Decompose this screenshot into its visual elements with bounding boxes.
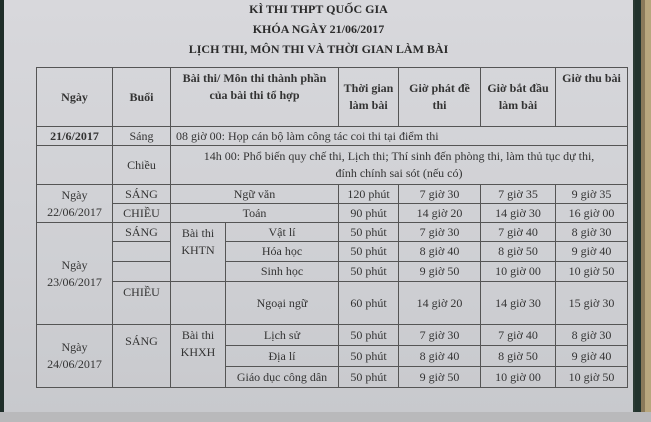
- group-cell-empty: [171, 282, 226, 325]
- session-cell: CHIỀU: [113, 204, 171, 223]
- date-value: 23/06/2017: [47, 274, 102, 289]
- subject-cell: Lịch sử: [226, 325, 339, 346]
- subject-cell: Giáo dục công dân: [226, 367, 339, 388]
- col-header-buoi: Buổi: [113, 68, 171, 127]
- collect-cell: 10 giờ 50: [556, 367, 628, 388]
- group-cell-khxh: Bài thi KHXH: [171, 325, 226, 388]
- duration-cell: 60 phút: [339, 282, 399, 325]
- start-cell: 7 giờ 40: [481, 325, 556, 346]
- table-row: [37, 262, 628, 282]
- distribute-cell: 7 giờ 30: [399, 185, 481, 204]
- document-title: KÌ THI THPT QUỐC GIA: [249, 2, 388, 16]
- duration-cell: 50 phút: [339, 262, 399, 282]
- duration-cell: 50 phút: [339, 223, 399, 242]
- col-header-ngay: Ngày: [37, 68, 113, 127]
- table-row: [37, 282, 628, 325]
- start-cell: 8 giờ 50: [481, 242, 556, 262]
- distribute-cell: 14 giờ 20: [399, 282, 481, 325]
- collect-cell: 9 giờ 35: [556, 185, 628, 204]
- session-cell-empty: [113, 242, 171, 262]
- start-cell: 10 giờ 00: [481, 262, 556, 282]
- start-cell: 7 giờ 40: [481, 223, 556, 242]
- start-cell: 7 giờ 35: [481, 185, 556, 204]
- subject-cell: Hóa học: [226, 242, 339, 262]
- start-cell: 14 giờ 30: [481, 204, 556, 223]
- duration-cell: 120 phút: [339, 185, 399, 204]
- distribute-cell: 7 giờ 30: [399, 325, 481, 346]
- date-label: Ngày: [61, 340, 88, 354]
- session-cell: Sáng: [113, 127, 171, 146]
- col-header-thoi-gian: Thời gian làm bài: [339, 68, 399, 127]
- session-cell: Chiều: [113, 146, 171, 185]
- note-cell: 08 giờ 00: Họp cán bộ làm công tác coi thi tại điểm thi: [171, 127, 628, 146]
- duration-cell: 50 phút: [339, 325, 399, 346]
- duration-cell: 90 phút: [339, 204, 399, 223]
- exam-schedule-table: [36, 67, 628, 388]
- session-cell: SÁNG: [113, 223, 171, 242]
- date-cell-empty: [37, 146, 113, 185]
- collect-cell: 10 giờ 50: [556, 262, 628, 282]
- date-cell: 21/6/2017: [37, 127, 113, 146]
- subject-cell: Sinh học: [226, 262, 339, 282]
- start-cell: 8 giờ 50: [481, 346, 556, 367]
- table-row: [37, 185, 628, 204]
- collect-cell: 16 giờ 00: [556, 204, 628, 223]
- document-heading: LỊCH THI, MÔN THI VÀ THỜI GIAN LÀM BÀI: [188, 42, 449, 56]
- distribute-cell: 8 giờ 40: [399, 242, 481, 262]
- collect-cell: 8 giờ 30: [556, 325, 628, 346]
- table-row: [37, 242, 628, 262]
- exam-schedule-paper: [4, 0, 633, 412]
- document-subtitle: KHÓA NGÀY 21/06/2017: [252, 22, 385, 36]
- distribute-cell: 9 giờ 50: [399, 367, 481, 388]
- table-row: [37, 146, 628, 185]
- duration-cell: 50 phút: [339, 346, 399, 367]
- session-cell: CHIỀU: [113, 282, 171, 325]
- col-header-gio-phat-de: Giờ phát đề thi: [399, 68, 481, 127]
- subject-cell: Toán: [171, 204, 339, 223]
- note-cell: 14h 00: Phổ biến quy chế thi, Lịch thi; Thí sinh đến phòng thi, làm thủ tục dự thi, đính chính sai sót (nếu có): [171, 146, 628, 185]
- paper-bottom-edge: [0, 412, 651, 422]
- date-label: Ngày: [61, 187, 88, 202]
- table-row: [37, 223, 628, 242]
- date-cell: [37, 325, 113, 388]
- table-row: [37, 204, 628, 223]
- start-cell: 14 giờ 30: [481, 282, 556, 325]
- distribute-cell: 14 giờ 20: [399, 204, 481, 223]
- date-cell: [37, 223, 113, 325]
- duration-cell: 50 phút: [339, 242, 399, 262]
- table-row: [37, 325, 628, 346]
- group-cell-khtn: Bài thi KHTN: [171, 223, 226, 282]
- collect-cell: 8 giờ 30: [556, 223, 628, 242]
- date-value: 22/06/2017: [47, 204, 102, 219]
- duration-cell: 50 phút: [339, 367, 399, 388]
- distribute-cell: 7 giờ 30: [399, 223, 481, 242]
- distribute-cell: 8 giờ 40: [399, 346, 481, 367]
- subject-cell: Ngữ văn: [171, 185, 339, 204]
- subject-cell: Địa lí: [226, 346, 339, 367]
- session-cell: SÁNG: [113, 185, 171, 204]
- distribute-cell: 9 giờ 50: [399, 262, 481, 282]
- collect-cell: 15 giờ 30: [556, 282, 628, 325]
- start-cell: 10 giờ 00: [481, 367, 556, 388]
- date-cell: [37, 185, 113, 223]
- col-header-gio-thu-bai: Giờ thu bài: [556, 68, 628, 127]
- table-header-row: [37, 68, 628, 127]
- date-value: 24/06/2017: [47, 357, 102, 371]
- date-label: Ngày: [61, 257, 88, 272]
- session-cell-empty: [113, 262, 171, 282]
- collect-cell: 9 giờ 40: [556, 242, 628, 262]
- col-header-gio-bat-dau: Giờ bắt đầu làm bài: [481, 68, 556, 127]
- session-cell: SÁNG: [113, 325, 171, 388]
- table-row: [37, 127, 628, 146]
- subject-cell: Vật lí: [226, 223, 339, 242]
- board-frame-right: [635, 0, 651, 422]
- collect-cell: 9 giờ 40: [556, 346, 628, 367]
- subject-cell: Ngoại ngữ: [226, 282, 339, 325]
- col-header-bai-thi: Bài thi/ Môn thi thành phần của bài thi tổ hợp: [171, 68, 339, 127]
